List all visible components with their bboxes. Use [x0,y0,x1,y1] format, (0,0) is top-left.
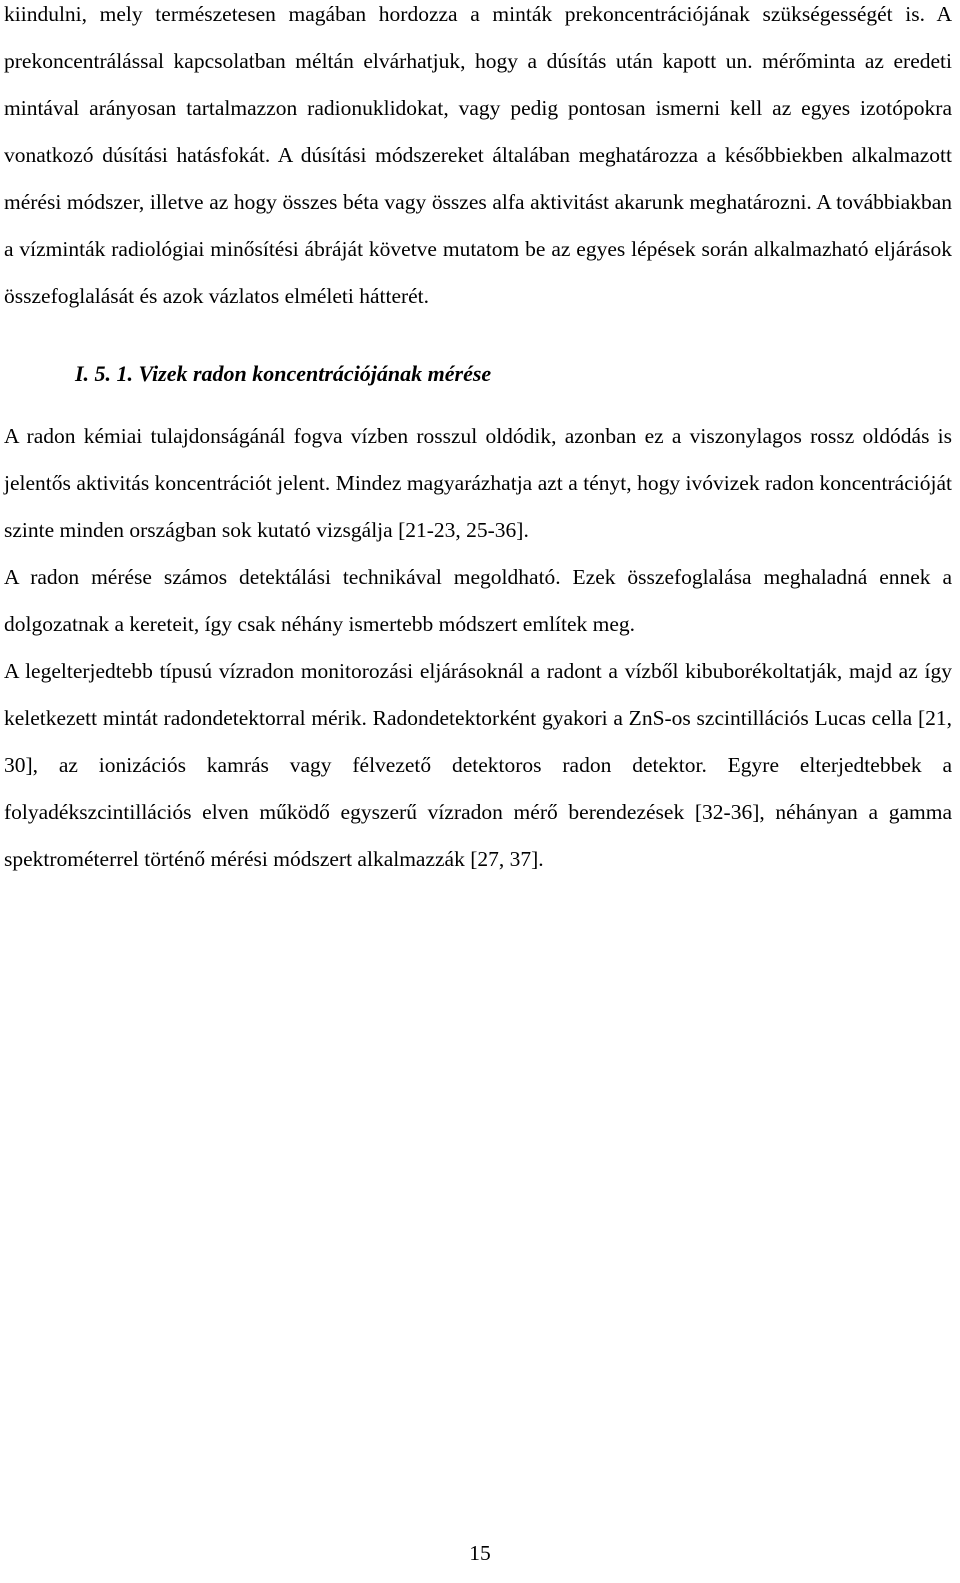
paragraph-radon-measurement: A radon mérése számos detektálási technikával megoldható. Ezek összefoglalása meghaladná ennek a dolgozatnak a kereteit, így csak néhány ismertebb módszert említek meg. [4,565,952,636]
intro-paragraph: kiindulni, mely természetesen magában hordozza a minták prekoncentrációjának szükségességét is. A prekoncentrálással kapcsolatban méltán elvárhatjuk, hogy a dúsítás után kapott un. mérőminta az eredeti mintával arányosan tartalmazzon radionuklidokat, vagy pedig pontosan ismerni kell az egyes izotópokra vonatkozó dúsítási hatásfokát. A dúsítási módszereket általában meghatározza a későbbiekben alkalmazott mérési módszer, illetve az hogy összes béta vagy összes alfa aktivitást akarunk meghatározni. A továbbiakban a vízminták radiológiai minősítési ábráját követve mutatom be az egyes lépések során alkalmazható eljárások összefoglalását és azok vázlatos elméleti hátterét. [4,2,952,308]
section-heading: I. 5. 1. Vizek radon koncentrációjának mérése [75,361,492,386]
paragraph-radon-monitoring: A legelterjedtebb típusú vízradon monitorozási eljárásoknál a radont a vízből kibuborékoltatják, majd az így keletkezett mintát radondetektorral mérik. Radondetektorként gyakori a ZnS-os szcintillációs Lucas cella [21, 30], az ionizációs kamrás vagy félvezető detektoros radon detektor. Egyre elterjedtebbek a folyadékszcintillációs elven működő egyszerű vízradon mérő berendezések [32-36], néhányan a gamma spektrométerrel történő mérési módszert alkalmazzák [27, 37]. [4,659,952,871]
document-page [4,0,952,883]
paragraph-radon-solubility: A radon kémiai tulajdonságánál fogva vízben rosszul oldódik, azonban ez a viszonylagos rossz oldódás is jelentős aktivitás koncentrációt jelent. Mindez magyarázhatja azt a tényt, hogy ivóvizek radon koncentrációját szinte minden országban sok kutató vizsgálja [21-23, 25-36]. [4,424,952,542]
page-number: 15 [469,1541,491,1565]
